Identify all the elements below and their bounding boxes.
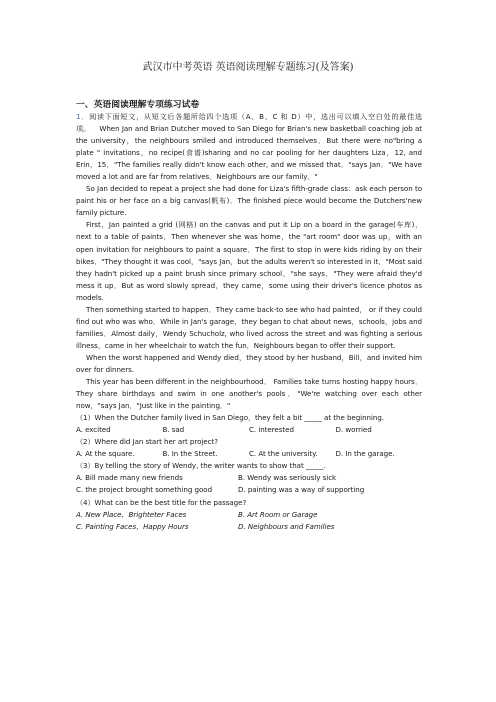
option-c: C. interested xyxy=(249,425,294,435)
document-title: 武汉市中考英语 英语阅读理解专题练习(及答案) xyxy=(142,62,354,73)
option-a: A. Bill made many new friends xyxy=(76,473,183,483)
question-3-stem: （3）By telling the story of Wendy, the writer wants to show that _____. xyxy=(76,461,326,471)
paragraph-4: Then something started to happen．They came back-to see who had painted， or if they could find out who was who．While in Jan's garage，they began to chat about news，schools，jobs and families．Almost daily，Wendy Schucholz, who lived across the street and was fighting a serious illness，came in her wheelchair to watch the fun．Neighbours began to offer their support. xyxy=(76,304,422,350)
paragraph-2: So Jan decided to repeat a project she had done for Liza's fifth-grade class：ask each person to paint his or her face on a big canvas(帆布)．The finished piece would become the Dutchers'new family picture. xyxy=(76,184,422,218)
question-number: 1． xyxy=(76,112,90,121)
option-d: D. worried xyxy=(335,425,372,435)
option-c: C. the project brought something good xyxy=(76,485,213,495)
question-1-options xyxy=(76,424,422,436)
paragraph-3: First，Jan painted a grid (网格) on the canvas and put it Lip on a board in the garage(车库)，next to a table of paints．Then whenever she was home，the "art room" door was up，with an open invitation for neighbours to paint a square．The first to stop in were kids riding by on their bikes．"They thought it was cool，"says Jan，but the adults weren't so interested in it．"Most said they hadn't picked up a paint brush since primary school，"she says．"They were afraid they'd mess it up．But as word slowly spread，they came，some using their driver's licence photos as models. xyxy=(76,220,422,302)
question-4-options-row-1 xyxy=(76,509,422,521)
option-a: A. New Place，Brighteter Faces xyxy=(76,509,187,519)
option-c: C. Painting Faces，Happy Hours xyxy=(76,521,189,531)
paragraph-6: This year has been different in the neighbourhood． Families take turns hosting happy hours．They share birthdays and swim in one another's pools．"We're watching over each other now，"says Jan．"Just like in the painting．" xyxy=(76,377,422,411)
option-d: D. Neighbours and Families xyxy=(238,521,335,531)
section-heading: 一、英语阅读理解专项练习试卷 xyxy=(76,100,200,110)
paragraph-5: When the worst happened and Wendy died，they stood by her husband，Bill，and invited him over for dinners. xyxy=(76,352,422,374)
option-d: D. painting was a way of supporting xyxy=(238,485,365,495)
passage-body xyxy=(76,111,422,533)
option-b: B. Wendy was seriously sick xyxy=(238,473,337,483)
option-c: C. At the university. xyxy=(249,449,318,459)
question-4-stem: （4）What can be the best title for the passage? xyxy=(76,497,247,507)
instruction-text: 阅读下面短文，从短文后各题所给四个选项（A、B、C 和 D）中，选出可以填入空白处的最佳选项。 xyxy=(76,112,422,134)
instruction-paragraph xyxy=(76,111,422,183)
paragraph-1: When Jan and Brian Dutcher moved to San Diego for Brian's new basketball coaching job at the university，the neighbours smiled and introduced themselves．But there were no"bring a plate " invitations，no recipe(食谱)sharing and no car pooling for her daughters Liza，12, and Erin，15．"The families really didn't know each other, and we missed that．"says Jan．"We have moved a lot and are far from relatives．Neighbours are our family．" xyxy=(76,124,422,182)
question-1-stem: （1）When the Dutcher family lived in San Diego，they felt a bit _____ at the beginning. xyxy=(76,413,385,423)
option-b: B. In the Street. xyxy=(162,449,218,459)
question-3-options-row-2 xyxy=(76,484,422,496)
question-3-options-row-1 xyxy=(76,472,422,484)
option-a: A. At the square. xyxy=(76,449,135,459)
question-2-options xyxy=(76,448,422,460)
option-a: A. excited xyxy=(76,425,111,435)
question-4-options-row-2 xyxy=(76,521,422,533)
option-b: B. Art Room or Garage xyxy=(238,509,318,519)
option-d: D. In the garage. xyxy=(335,449,395,459)
question-2-stem: （2）Where did Jan start her art project? xyxy=(76,437,218,447)
option-b: B. sad xyxy=(162,425,185,435)
